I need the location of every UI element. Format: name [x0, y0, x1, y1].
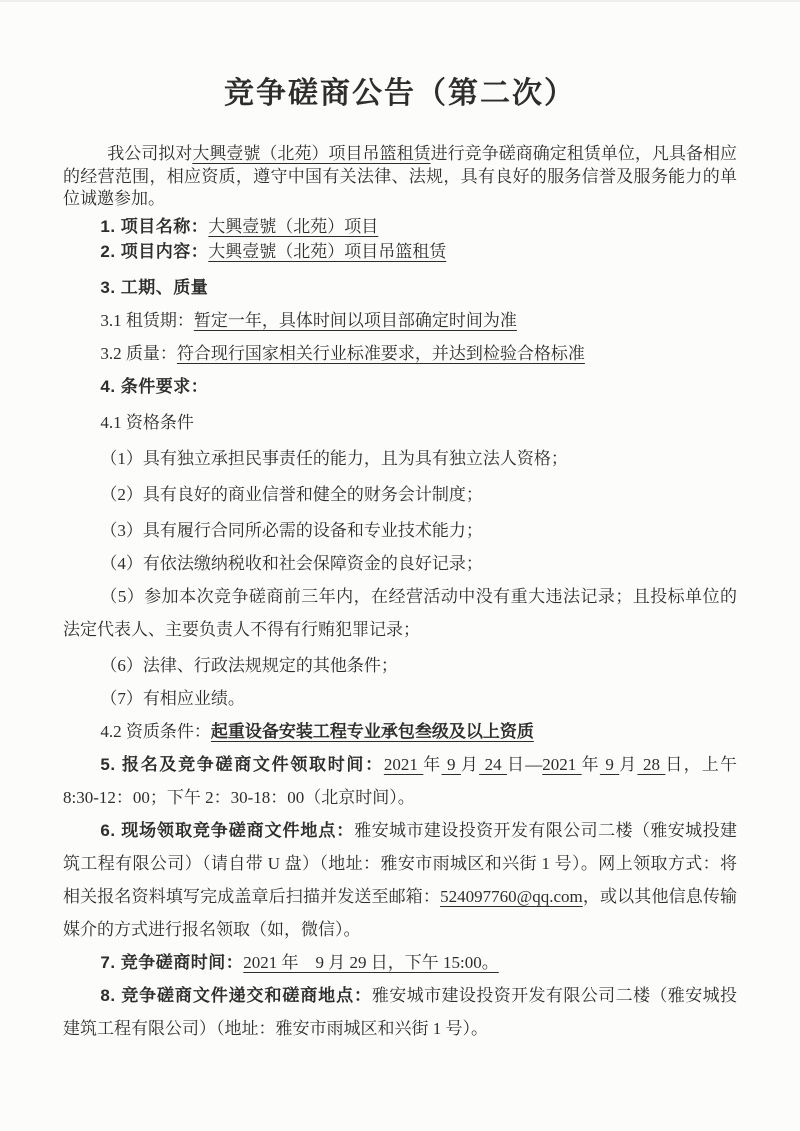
underlined-month-start: 9	[441, 754, 461, 774]
item-1-project-name	[63, 214, 737, 239]
item-8-submission-location	[63, 979, 737, 1045]
condition-item-5: （5）参加本次竞争磋商前三年内，在经营活动中没有重大违法记录；且投标单位的法定代表人、主要负责人不得有行贿犯罪记录；	[63, 586, 737, 639]
item-1-value: 大興壹號（北苑）项目	[208, 216, 379, 236]
item-3-1-value: 暂定一年，具体时间以项目部确定时间为准	[193, 310, 517, 330]
intro-paragraph	[63, 143, 737, 211]
item-1-label: 1. 项目名称：	[100, 216, 209, 236]
day-dash-chars: 日—	[507, 754, 543, 774]
underlined-year-end: 2021	[542, 754, 582, 774]
item-3-2-quality	[63, 337, 737, 370]
item-5-document-collection-time	[63, 748, 737, 814]
year-char-2: 年	[581, 754, 600, 774]
condition-item-6: （6）法律、行政法规规定的其他条件；	[100, 655, 398, 675]
item-8-label: 8. 竞争磋商文件递交和磋商地点：	[100, 985, 372, 1005]
item-4-2-qualification	[63, 715, 737, 748]
item-7-value: 2021 年 9 月 29 日，下午 15:00。	[243, 952, 499, 972]
condition-item-4: （4）有依法缴纳税收和社会保障资金的良好记录；	[100, 553, 483, 573]
item-4-heading	[63, 370, 737, 403]
condition-item-2: （2）具有良好的商业信誉和健全的财务会计制度；	[100, 484, 483, 504]
item-7-consultation-time	[63, 946, 737, 979]
item-3-heading	[63, 271, 737, 304]
item-4-1-subheading	[63, 406, 737, 439]
email-address: 524097760@qq.com	[440, 886, 583, 906]
intro-text-pre: 我公司拟对	[107, 144, 193, 163]
underlined-day-start: 24	[479, 754, 508, 774]
item-4-2-value: 起重设备安装工程专业承包叁级及以上资质	[210, 721, 534, 741]
item-6-collection-location	[63, 814, 737, 946]
item-3-2-label: 3.2 质量：	[100, 343, 177, 363]
condition-item-1: （1）具有独立承担民事责任的能力，且为具有独立法人资格；	[100, 448, 568, 468]
underlined-day-end: 28	[637, 754, 666, 774]
time-range-text: 日，上午 8:30-12：00；下午 2：30-18：00（北京时间）。	[63, 754, 737, 807]
item-6-text-1: 雅安城市建设投资开发有限公司二楼（雅安城投建筑工程有限公司）（请自带 U 盘）（地址：雅安市雨城区和兴街 1 号）。网上领取方式：将相关报名资料填写完成盖章后扫描并发送至邮箱：	[63, 820, 738, 906]
item-5-label: 5. 报名及竞争磋商文件领取时间：	[100, 754, 384, 774]
item-2-value: 大興壹號（北苑）项目吊篮租赁	[208, 241, 447, 261]
item-4-1-label: 4.1 资格条件	[100, 412, 194, 432]
item-7-label: 7. 竞争磋商时间：	[100, 952, 244, 972]
item-2-project-content	[63, 239, 737, 264]
underlined-year-start: 2021	[383, 754, 424, 774]
item-4-2-label: 4.2 资质条件：	[100, 721, 211, 741]
year-char: 年	[423, 754, 442, 774]
item-6-text-2: ，或以其他信息传输媒介的方式进行报名领取（如，微信）。	[63, 886, 738, 939]
condition-item-7: （7）有相应业绩。	[100, 688, 245, 708]
item-3-2-value: 符合现行国家相关行业标准要求，并达到检验合格标准	[176, 343, 585, 363]
intro-project-name: 大興壹號（北苑）项目吊篮租赁	[192, 144, 431, 163]
page-title: 竞争磋商公告（第二次）	[224, 77, 576, 110]
item-6-label: 6. 现场领取竞争磋商文件地点：	[100, 820, 355, 840]
intro-text-post: 进行竞争磋商确定租赁单位，凡具备相应的经营范围，相应资质，遵守中国有关法律、法规，具有良好的服务信誉及服务能力的单位诚邀参加。	[63, 144, 738, 208]
item-2-label: 2. 项目内容：	[100, 241, 209, 261]
item-3-1-label: 3.1 租赁期：	[100, 310, 194, 330]
month-char-2: 月	[619, 754, 638, 774]
item-4-label: 4. 条件要求：	[100, 376, 209, 396]
month-char: 月	[460, 754, 480, 774]
underlined-month-end: 9	[599, 754, 620, 774]
item-3-label: 3. 工期、质量	[100, 277, 209, 297]
condition-item-3: （3）具有履行合同所必需的设备和专业技术能力；	[100, 520, 483, 540]
item-3-1-lease-term	[63, 304, 737, 337]
item-8-value: 雅安城市建设投资开发有限公司二楼（雅安城投建筑工程有限公司）（地址：雅安市雨城区和兴街 1 号）。	[63, 985, 738, 1038]
